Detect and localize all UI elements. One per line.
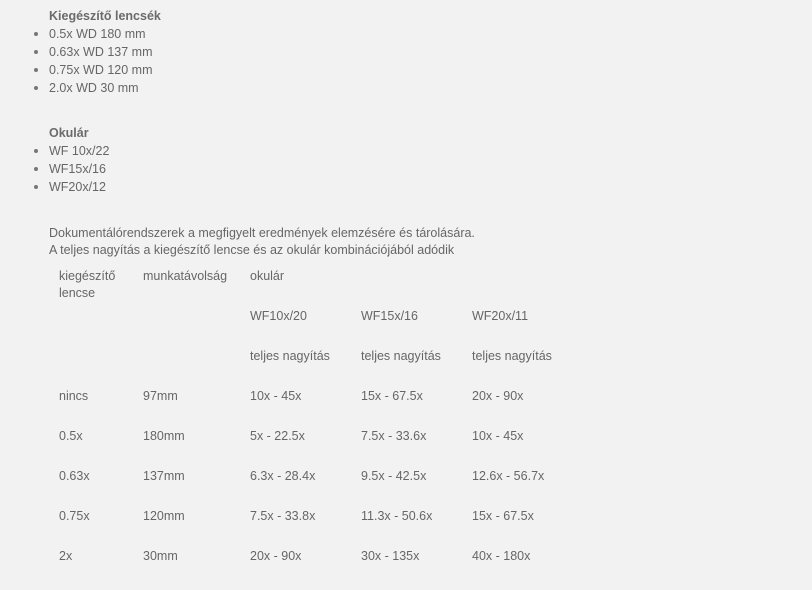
list-item-label: 0.5x WD 180 mm — [49, 27, 146, 41]
cell-mag-2: 7.5x - 33.6x — [361, 429, 427, 443]
description-line-1: Dokumentálórendszerek a megfigyelt eredmények elemzésére és tárolására. — [49, 226, 475, 240]
bullet-icon — [34, 167, 38, 171]
cell-wd: 30mm — [143, 549, 178, 563]
cell-mag-3: 15x - 67.5x — [472, 509, 534, 523]
list-item — [31, 79, 153, 97]
header-lens: kiegészítő lencse — [59, 269, 116, 300]
cell-lens: 0.5x — [59, 429, 83, 443]
magnification-table — [53, 264, 577, 584]
cell-mag-1: 6.3x - 28.4x — [250, 469, 316, 483]
bullet-icon — [34, 68, 38, 72]
cell-lens: 2x — [59, 549, 73, 563]
bullet-icon — [34, 149, 38, 153]
eyepiece-heading: Okulár — [49, 126, 89, 140]
cell-mag-2: 11.3x - 50.6x — [361, 509, 433, 523]
list-item-label: 0.63x WD 137 mm — [49, 45, 153, 59]
list-item — [31, 142, 109, 160]
table-row — [53, 424, 577, 464]
list-item-label: WF 10x/22 — [49, 144, 110, 158]
list-item-label: WF15x/16 — [49, 162, 106, 176]
lenses-heading: Kiegészítő lencsék — [49, 9, 161, 23]
empty-cell — [53, 344, 137, 384]
cell-mag-3: 40x - 180x — [472, 549, 531, 563]
cell-mag-1: 20x - 90x — [250, 549, 302, 563]
eyepiece-1: WF10x/20 — [250, 309, 307, 323]
header-eyepiece: okulár — [250, 269, 285, 283]
cell-mag-1: 10x - 45x — [250, 389, 302, 403]
bullet-icon — [34, 32, 38, 36]
lenses-list — [31, 25, 153, 97]
list-item — [31, 61, 153, 79]
total-label-3: teljes nagyítás — [472, 349, 552, 363]
cell-wd: 97mm — [143, 389, 178, 403]
bullet-icon — [34, 185, 38, 189]
cell-wd: 180mm — [143, 429, 185, 443]
description — [49, 225, 475, 259]
cell-wd: 137mm — [143, 469, 185, 483]
table-row — [53, 464, 577, 504]
total-label-2: teljes nagyítás — [361, 349, 441, 363]
table-total-label-row — [53, 344, 577, 384]
empty-cell — [137, 344, 244, 384]
list-item — [31, 160, 109, 178]
cell-mag-3: 20x - 90x — [472, 389, 524, 403]
eyepiece-list — [31, 142, 109, 196]
list-item — [31, 43, 153, 61]
bullet-icon — [34, 50, 38, 54]
list-item — [31, 25, 153, 43]
cell-mag-1: 5x - 22.5x — [250, 429, 305, 443]
list-item-label: 2.0x WD 30 mm — [49, 81, 139, 95]
cell-mag-2: 9.5x - 42.5x — [361, 469, 427, 483]
table-row — [53, 384, 577, 424]
table-row — [53, 544, 577, 584]
eyepiece-3: WF20x/11 — [472, 309, 529, 323]
cell-lens: 0.63x — [59, 469, 90, 483]
bullet-icon — [34, 86, 38, 90]
table-header-row — [53, 264, 577, 304]
cell-mag-1: 7.5x - 33.8x — [250, 509, 316, 523]
list-item-label: WF20x/12 — [49, 180, 106, 194]
cell-mag-3: 12.6x - 56.7x — [472, 469, 545, 483]
cell-mag-2: 15x - 67.5x — [361, 389, 423, 403]
cell-wd: 120mm — [143, 509, 185, 523]
cell-mag-2: 30x - 135x — [361, 549, 420, 563]
cell-mag-3: 10x - 45x — [472, 429, 524, 443]
total-label-1: teljes nagyítás — [250, 349, 330, 363]
table-row — [53, 504, 577, 544]
eyepiece-2: WF15x/16 — [361, 309, 418, 323]
cell-lens: 0.75x — [59, 509, 90, 523]
description-line-2: A teljes nagyítás a kiegészítő lencse és az okulár kombinációjából adódik — [49, 243, 455, 257]
cell-lens: nincs — [59, 389, 89, 403]
list-item-label: 0.75x WD 120 mm — [49, 63, 153, 77]
list-item — [31, 178, 109, 196]
header-working-distance: munkatávolság — [143, 269, 228, 283]
